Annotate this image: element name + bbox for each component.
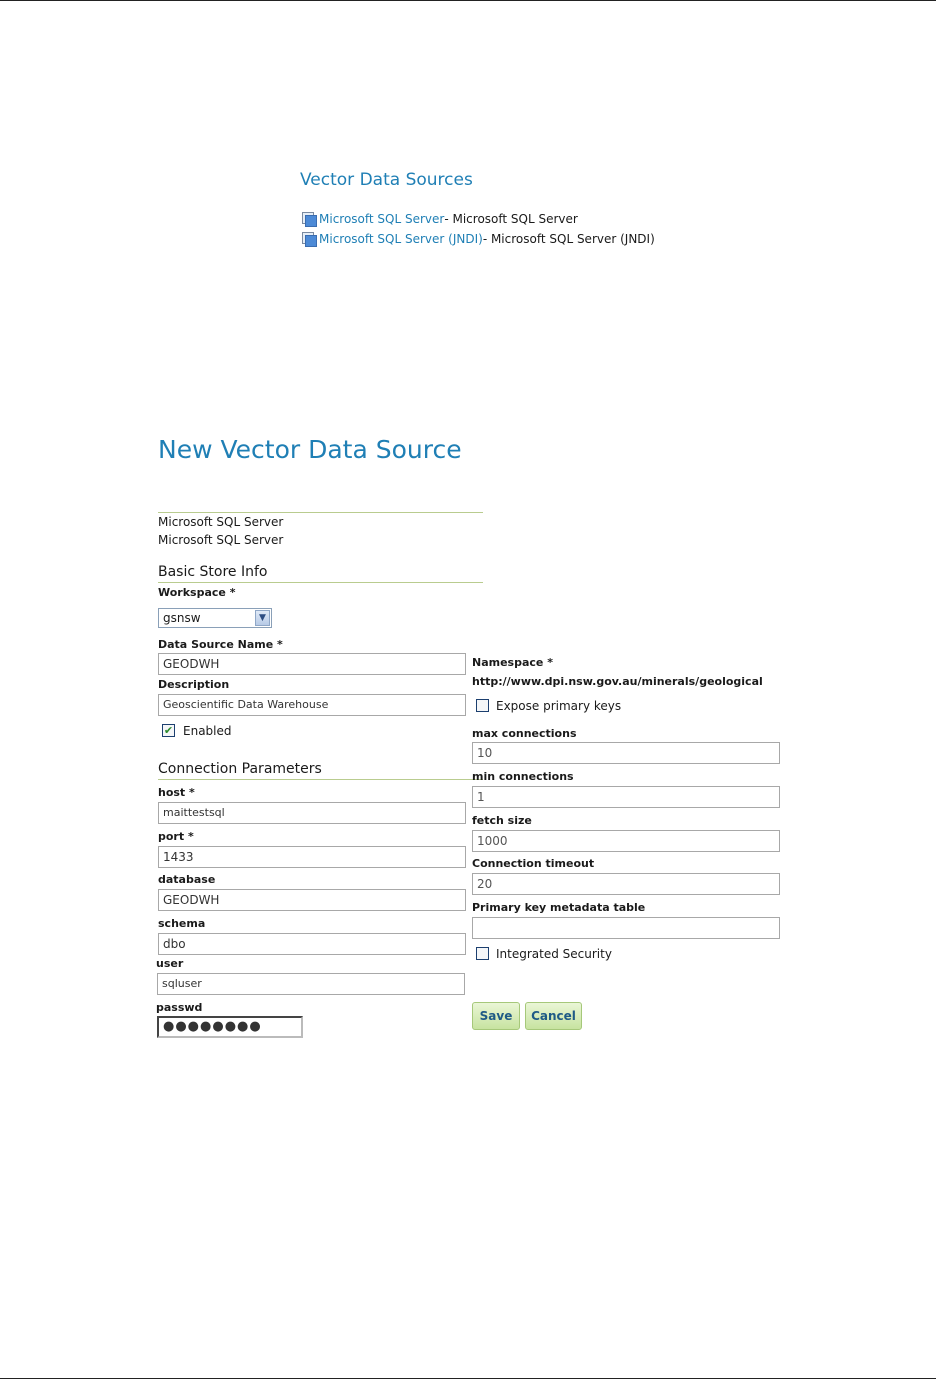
fetch-size-input[interactable]: 1000 xyxy=(472,830,780,852)
min-connections-input[interactable]: 1 xyxy=(472,786,780,808)
schema-label: schema xyxy=(158,917,206,930)
divider xyxy=(158,512,483,513)
expose-primary-keys-checkbox[interactable] xyxy=(476,699,489,712)
max-connections-input[interactable]: 10 xyxy=(472,742,780,764)
datastore-icon xyxy=(302,232,316,246)
workspace-value: gsnsw xyxy=(163,611,201,625)
workspace-select[interactable] xyxy=(158,608,272,628)
divider xyxy=(158,779,483,780)
min-connections-label: min connections xyxy=(472,770,574,783)
vector-sources-list xyxy=(302,209,655,249)
divider xyxy=(158,582,483,583)
database-input[interactable]: GEODWH xyxy=(158,889,466,911)
basic-store-info-heading: Basic Store Info xyxy=(158,564,268,580)
sqlserver-link[interactable]: Microsoft SQL Server xyxy=(319,212,445,226)
schema-input[interactable]: dbo xyxy=(158,933,466,955)
expose-primary-keys-label: Expose primary keys xyxy=(496,699,622,713)
datastore-icon xyxy=(302,212,316,226)
store-type: Microsoft SQL Server xyxy=(158,515,284,529)
sqlserver-jndi-link[interactable]: Microsoft SQL Server (JNDI) xyxy=(319,232,483,246)
passwd-label: passwd xyxy=(156,1001,203,1014)
save-button[interactable]: Save xyxy=(472,1002,520,1030)
list-item xyxy=(302,229,655,249)
port-input[interactable]: 1433 xyxy=(158,846,466,868)
vector-data-sources-title: Vector Data Sources xyxy=(300,170,473,190)
connection-parameters-heading: Connection Parameters xyxy=(158,761,322,777)
database-label: database xyxy=(158,873,216,886)
password-input[interactable]: ●●●●●●●● xyxy=(157,1016,303,1038)
port-label: port * xyxy=(158,830,194,843)
primary-key-metadata-table-label: Primary key metadata table xyxy=(472,901,646,914)
integrated-security-label: Integrated Security xyxy=(496,947,612,961)
sqlserver-jndi-description: - Microsoft SQL Server (JNDI) xyxy=(482,232,655,246)
connection-timeout-label: Connection timeout xyxy=(472,857,595,870)
host-input[interactable]: maittestsql xyxy=(158,802,466,824)
store-description: Microsoft SQL Server xyxy=(158,533,284,547)
chevron-down-icon[interactable]: ▼ xyxy=(255,610,270,626)
list-item xyxy=(302,209,655,229)
data-source-name-input[interactable]: GEODWH xyxy=(158,653,466,675)
max-connections-label: max connections xyxy=(472,727,577,740)
page-title: New Vector Data Source xyxy=(158,435,462,464)
integrated-security-checkbox[interactable] xyxy=(476,947,489,960)
description-label: Description xyxy=(158,678,230,691)
connection-timeout-input[interactable]: 20 xyxy=(472,873,780,895)
cancel-button[interactable]: Cancel xyxy=(525,1002,582,1030)
bottom-rule xyxy=(0,1378,936,1379)
description-input[interactable]: Geoscientific Data Warehouse xyxy=(158,694,466,716)
check-icon: ✔ xyxy=(163,724,174,737)
sqlserver-description: - Microsoft SQL Server xyxy=(444,212,578,226)
workspace-label: Workspace * xyxy=(158,586,236,599)
enabled-label: Enabled xyxy=(183,724,232,738)
data-source-name-label: Data Source Name * xyxy=(158,638,283,651)
namespace-label: Namespace * xyxy=(472,656,553,669)
user-input[interactable]: sqluser xyxy=(157,973,465,995)
host-label: host * xyxy=(158,786,195,799)
namespace-value: http://www.dpi.nsw.gov.au/minerals/geological xyxy=(472,675,763,688)
primary-key-metadata-table-input[interactable] xyxy=(472,917,780,939)
enabled-checkbox[interactable] xyxy=(162,724,175,737)
fetch-size-label: fetch size xyxy=(472,814,532,827)
user-label: user xyxy=(156,957,184,970)
top-rule xyxy=(0,0,936,1)
